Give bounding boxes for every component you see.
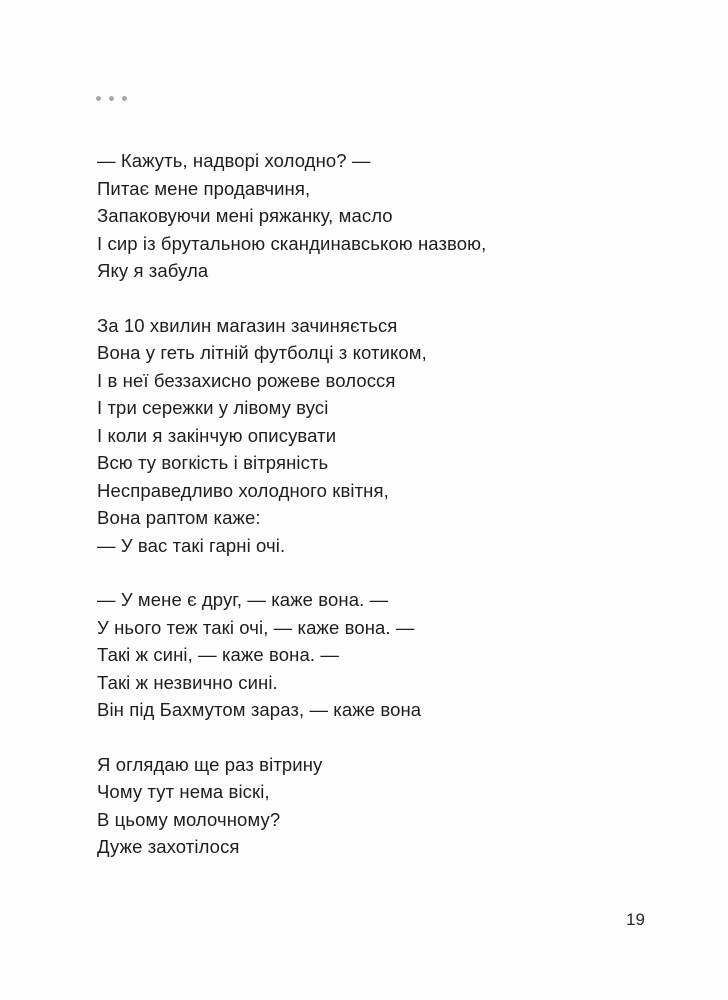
ornament-dot [96,96,101,101]
poem-line: Запаковуючи мені ряжанку, масло [97,205,393,226]
poem-line: Всю ту вогкість і вітряність [97,452,329,473]
poem-line: Такі ж сині, — каже вона. — [97,644,339,665]
poem-line: Яку я забула [97,260,209,281]
poem-line: — У вас такі гарні очі. [97,534,286,556]
poem-body [97,147,657,888]
ornament-dot [109,96,114,101]
poem-line: Дуже захотілося [97,836,240,857]
poem-line: Такі ж незвично сині. [97,671,278,693]
poem-line: І коли я закінчую описувати [97,424,337,446]
poem-line: — У мене є друг, — каже вона. — [97,589,389,610]
section-ornament [96,96,127,101]
stanza-4 [97,751,657,861]
poem-line: В цьому молочному? [97,808,281,830]
stanza-3 [97,586,657,724]
poem-line: Несправедливо холодного квітня, [97,479,389,501]
stanza-1 [97,147,657,285]
poem-line: — Кажуть, надворі холодно? — [97,150,371,171]
poem-line: І в неї беззахисно рожеве волосся [97,369,396,391]
poem-line: Вона раптом каже: [97,507,261,528]
poem-line: Я оглядаю ще раз вітрину [97,753,323,775]
poem-line: У нього теж такі очі, — каже вона. — [97,616,415,638]
page-number: 19 [626,910,645,929]
poem-line: Питає мене продавчиня, [97,177,311,199]
stanza-2 [97,312,657,560]
poem-line: Він під Бахмутом зараз, — каже вона [97,699,422,720]
poem-line: За 10 хвилин магазин зачиняється [97,314,398,336]
poem-line: І сир із брутальною скандинавською назвою, [97,232,487,254]
poem-line: І три сережки у лівому вусі [97,397,329,418]
poem-line: Чому тут нема віскі, [97,781,270,802]
ornament-dot [122,96,127,101]
poem-line: Вона у геть літній футболці з котиком, [97,342,427,363]
